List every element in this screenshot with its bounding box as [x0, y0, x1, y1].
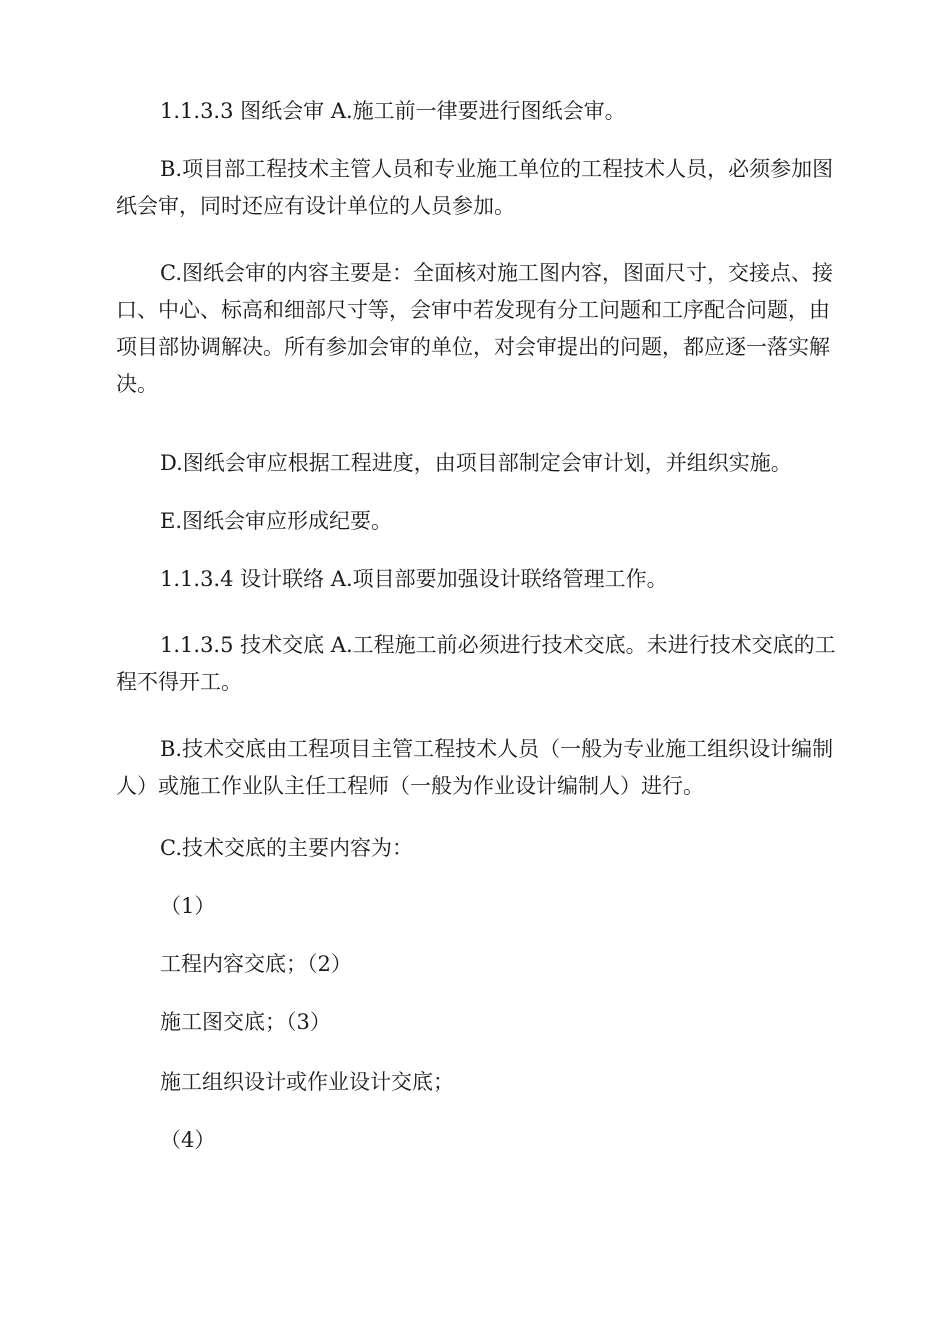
paragraph-1135-c: C.技术交底的主要内容为：: [160, 836, 413, 860]
paragraph-1135-b: B.技术交底由工程项目主管工程技术人员（一般为专业施工组织设计编制人）或施工作业队主任工程师（一般为作业设计编制人）进行。: [116, 737, 834, 798]
paragraph-1133: 1.1.3.3 图纸会审 A.施工前一律要进行图纸会审。: [160, 99, 626, 123]
list-item-5: （4）: [160, 1128, 216, 1152]
paragraph-1133-d: D.图纸会审应根据工程进度，由项目部制定会审计划，并组织实施。: [160, 451, 792, 475]
list-item-4: 施工组织设计或作业设计交底；: [160, 1070, 454, 1094]
list-item-3: 施工图交底；（3）: [160, 1010, 331, 1034]
paragraph-1133-c: C.图纸会审的内容主要是：全面核对施工图内容，图面尺寸，交接点、接口、中心、标高和细部尺寸等，会审中若发现有分工问题和工序配合问题，由项目部协调解决。所有参加会审的单位，对会审提出的问题，都应逐一落实解决。: [116, 261, 833, 396]
paragraph-1135: 1.1.3.5 技术交底 A.工程施工前必须进行技术交底。未进行技术交底的工程不得开工。: [116, 633, 836, 694]
list-item-1: （1）: [160, 894, 216, 918]
list-item-2: 工程内容交底；（2）: [160, 952, 352, 976]
paragraph-1133-e: E.图纸会审应形成纪要。: [160, 509, 393, 533]
paragraph-1133-b: B.项目部工程技术主管人员和专业施工单位的工程技术人员，必须参加图纸会审，同时还应有设计单位的人员参加。: [116, 157, 834, 218]
paragraph-1134: 1.1.3.4 设计联络 A.项目部要加强设计联络管理工作。: [160, 567, 668, 591]
